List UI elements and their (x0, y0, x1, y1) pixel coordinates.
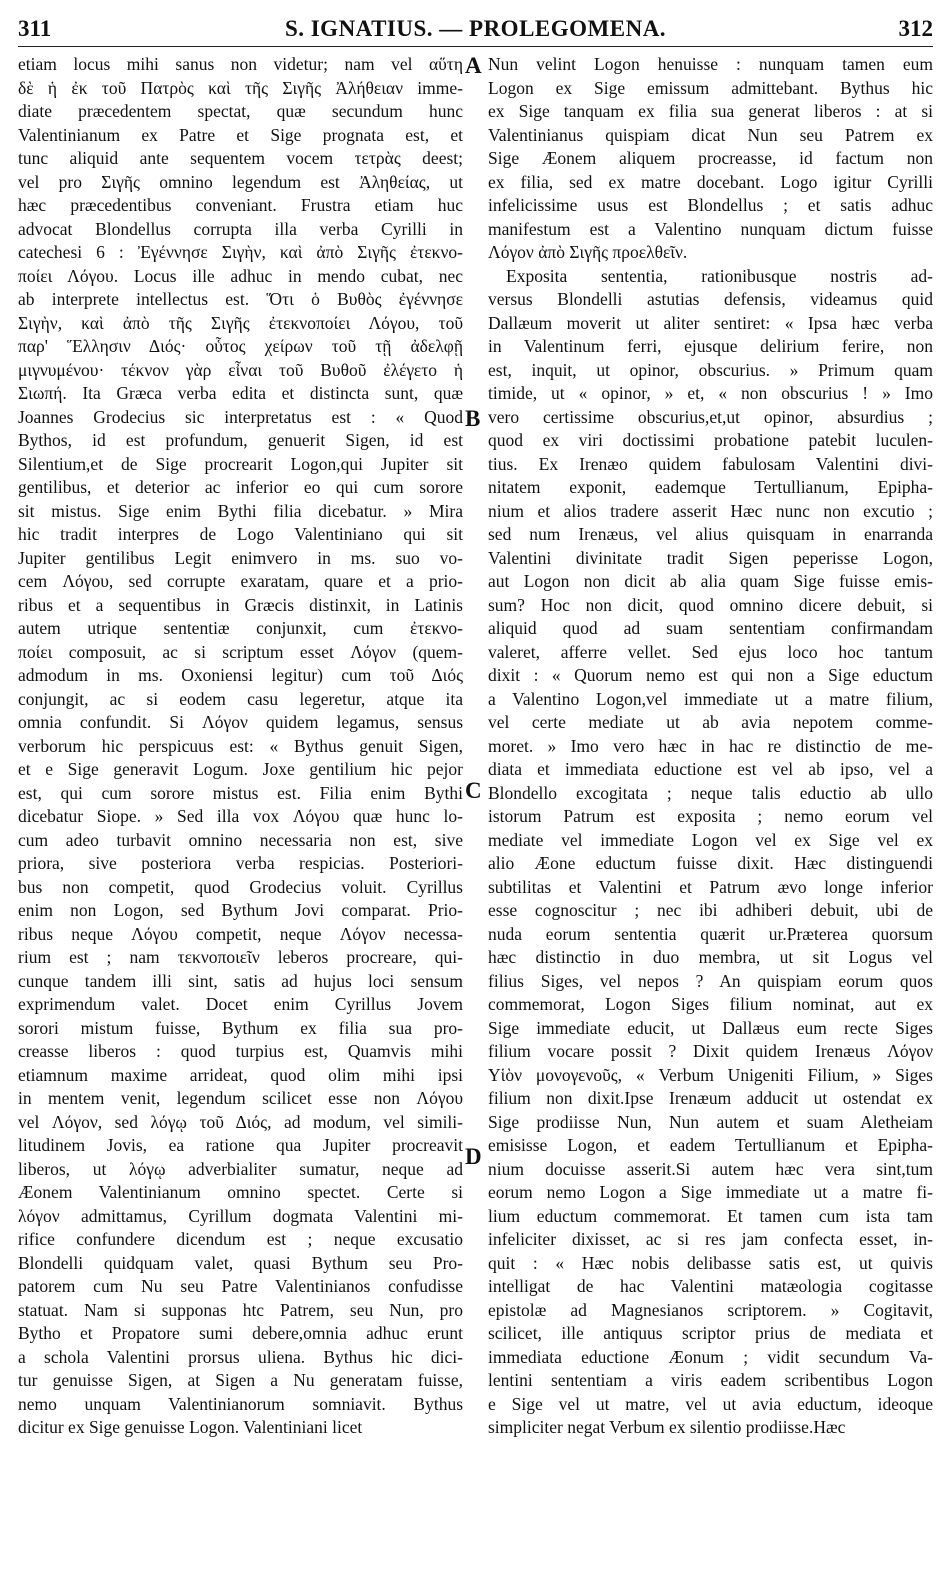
text-line: Dallæum moverit ut aliter sentiret: « Ipsa hæc verba (488, 312, 933, 333)
text-line: est, qui cum sorore mistus est. Filia enim Bythi (18, 782, 463, 803)
text-line: δὲ ἡ ἐκ τοῦ Πατρὸς καὶ τῆς Σιγῆς Ἀλήθειαν imme- (18, 77, 463, 98)
text-line: aut Logon non dicit ab alia quam Sige fuisse emis- (488, 571, 933, 591)
text-line: scilicet, ille antiquus scriptor prius de mediata et (488, 1323, 933, 1343)
text-line: Æonem Valentinianum omnino spectet. Certe si (18, 1182, 463, 1202)
text-line: advocat Blondellus corrupta illa verba Cyrilli in (18, 218, 463, 239)
text-line: a schola Valentini prorsus uliena. Bythus hic dici- (18, 1346, 463, 1367)
text-line: subtilitas et Valentini et Patrum ævo longe inferior (488, 876, 933, 897)
page-number-right: 312 (898, 16, 933, 41)
text-line: omnia confundit. Si Λόγον quidem legamus, sensus (18, 712, 463, 732)
text-line: catechesi 6 : Ἐγέννησε Σιγὴν, καὶ ἀπὸ Σιγῆς ἐτεκνο- (18, 242, 463, 262)
text-line: ribus et a sequentibus in Græcis distinxit, in Latinis (18, 594, 463, 615)
text-line: Σιωπή. Ita Græca verba edita et distincta sunt, quæ (18, 383, 463, 403)
running-title: S. IGNATIUS. — PROLEGOMENA. (284, 16, 667, 41)
text-line: creasse liberos : quod turpius est, Quamvis mihi (18, 1041, 463, 1061)
text-line: ποίει Λόγου. Locus ille adhuc in mendo cubat, nec (18, 265, 463, 286)
text-line: intelligat de hac Valentini matæologia cogitasse (488, 1276, 933, 1296)
text-line: aliquid quod ad suam sententiam confirmandam (488, 618, 933, 638)
text-line: sed num Irenæus, vel alius quisquam in enarranda (488, 524, 933, 544)
text-line: priora, sive posteriora verba respicias. Posteriori- (18, 853, 463, 873)
text-line: Blondelli quidquam valet, quasi Bythum seu Pro- (18, 1252, 463, 1273)
text-line: emisisse Logon, et eadem Tertullianum et Epipha- (488, 1135, 933, 1155)
text-line: exprimendum valet. Docet enim Cyrillus Jovem (18, 994, 463, 1014)
text-line: ab interprete intellectus est. Ὅτι ὁ Βυθὸς ἐγέννησε (18, 289, 463, 309)
text-line: infeliciter dixisset, ac si res jam confecta esset, in- (488, 1229, 933, 1249)
text-line: mediate vel immediate Logon vel ex Sige vel ex (488, 829, 933, 850)
text-line: nium et alios tradere asserit Hæc nunc non excutio ; (488, 500, 933, 521)
section-marker-b: B (465, 406, 481, 431)
text-line: lentini sententiam a viris eadem scribentibus Logon (488, 1370, 933, 1390)
text-line: Valentinianum ex Patre et Sige prognata est, et (18, 124, 463, 145)
text-line: gentilibus, et deterior ac inferior eo qui cum sorore (18, 477, 463, 497)
text-line: dicebatur Siope. » Sed illa vox Λόγου quæ hunc lo- (18, 806, 463, 826)
text-line: a Valentino Logon,vel immediate ut a matre filium, (488, 688, 933, 709)
text-line: cem Λόγου, sed corrupte exaratam, quare et a prio- (18, 571, 463, 591)
text-line: dixit : « Quorum nemo est qui non a Sige eductum (488, 665, 933, 685)
text-line: rifice confundere dicendum est ; neque excusatio (18, 1229, 463, 1249)
text-line: hæc distinctio in duo membra, ut sit Logus vel (488, 947, 933, 967)
text-line: tunc aliquid ante sequentem vocem τετρὰς deest; (18, 148, 463, 168)
text-line: filius Siges, vel nepos ? An quispiam eorum quos (488, 970, 933, 991)
text-line: Sige immediate educit, ut Dallæus eum recte Siges (488, 1017, 933, 1038)
text-line: diata et immediata eductione est vel ab ipso, vel a (488, 759, 933, 779)
running-header (18, 14, 933, 47)
text-line: diate præcedentem spectat, quæ secundum hunc (18, 101, 463, 121)
text-line: tur genuisse Sigen, at Sigen a Nu generatam fuisse, (18, 1370, 463, 1390)
text-line: hæc præcedentibus conveniant. Frustra etiam huc (18, 195, 463, 215)
text-line: in mentem venit, legendum scilicet esse non Λόγου (18, 1088, 463, 1108)
text-line: nemo unquam Valentinianorum somniavit. Bythus (18, 1393, 463, 1414)
text-line: manifestum est a Valentino nunquam dictum fuisse (488, 218, 933, 239)
text-line: quod ex viri doctissimi probatione patebit luculen- (488, 430, 933, 450)
text-line: sum? Hoc non dicit, quod omnino dicere debuit, si (488, 594, 933, 615)
text-line: filium vocare possit ? Dixit quidem Irenæus Λόγον (488, 1041, 933, 1061)
text-line: Joannes Grodecius sic interpretatus est : « Quod (18, 406, 463, 427)
text-line: immediata eductione Æonum ; vidit secundum Va- (488, 1346, 933, 1367)
text-line: esse cognoscitur ; nec ibi adhiberi debuit, ubi de (488, 900, 933, 920)
right-column (488, 53, 933, 1440)
text-line: tius. Ex Irenæo quidem fabulosam Valentini divi- (488, 453, 933, 474)
text-line: commemorat, Logon Siges filium nominat, aut ex (488, 994, 933, 1014)
text-line: eorum nemo Logon a Sige immediate ut a matre fi- (488, 1182, 933, 1202)
left-column (18, 53, 463, 1440)
text-line: vel Λόγον, sed λόγῳ τοῦ Διός, ad modum, vel simili- (18, 1111, 463, 1132)
text-line: litudinem Jovis, ea ratione qua Jupiter procreavit (18, 1135, 463, 1155)
text-line: et e Sige generavit Logum. Joxe gentilium hic pejor (18, 759, 463, 779)
section-marker-a: A (465, 53, 482, 78)
text-line: Υἱὸν μονογενοῦς, « Verbum Unigeniti Filium, » Siges (488, 1064, 933, 1085)
text-line: enim non Logon, sed Bythum Jovi comparat. Prio- (18, 900, 463, 920)
text-line: ribus neque Λόγου competit, neque Λόγον necessa- (18, 923, 463, 944)
text-line: est, inquit, ut opinor, obscurius. » Primum quam (488, 359, 933, 380)
text-line: rium est ; nam τεκνοποιεῖν leberos procreare, qui- (18, 947, 463, 967)
text-line: versus Blondelli astutias defensis, videamus quid (488, 289, 933, 309)
text-line: bus non competit, quod Grodecius voluit. Cyrillus (18, 876, 463, 897)
text-line: simpliciter negat Verbum ex silentio prodiisse.Hæc (488, 1417, 846, 1437)
text-line: etiamnum maxime arrideat, quod olim mihi ipsi (18, 1064, 463, 1085)
text-line: ex Sige tanquam ex filia sua generat liberos : at si (488, 101, 933, 121)
section-marker-c: C (465, 778, 482, 803)
text-line: autem utrique sententiæ conjunxit, cum ἐτεκνο- (18, 618, 463, 638)
text-line: Sige prodiisse Nun, Nun autem et suam Aletheiam (488, 1111, 933, 1132)
text-line: conjungit, ac si eodem casu legeretur, atque ita (18, 688, 463, 709)
text-line: liberos, ut λόγῳ adverbialiter sumatur, neque ad (18, 1158, 463, 1179)
text-line: μιγνυμένου· τέκνον γὰρ εἶναι τοῦ Βυθοῦ ἐλέγετο ἡ (18, 359, 463, 380)
text-line: Σιγὴν, καὶ ἀπὸ τῆς Σιγῆς ἐτεκνοποίει Λόγου, τοῦ (18, 312, 463, 333)
text-line: Bytho et Propatore sumi debere,omnia adhuc erunt (18, 1323, 463, 1343)
text-line: Jupiter gentilibus Legit enimvero in ms. suo vo- (18, 547, 463, 568)
text-line: timide, ut « opinor, » et, « non obscurius ! » Imo (488, 383, 933, 403)
text-line: sorori mistum fuisse, Bythum ex filia sua pro- (18, 1017, 463, 1038)
text-line: patorem cum Nu seu Patre Valentinianos confudisse (18, 1276, 463, 1296)
text-line: ποίει composuit, ac si scriptum esset Λόγον (quem- (18, 641, 463, 662)
text-line: statuat. Nam si supponas htc Patrem, seu Nun, pro (18, 1299, 463, 1320)
text-line: nitatem exponit, eademque Tertullianum, Epipha- (488, 477, 933, 497)
text-line: Silentium,et de Sige procrearit Logon,qui Jupiter sit (18, 453, 463, 474)
text-line: ex filia, sed ex matre docebant. Logo igitur Cyrilli (488, 171, 933, 192)
text-line: Exposita sententia, rationibusque nostris ad- (506, 265, 933, 286)
text-line: vel certe mediate ut ab avia nepotem comme- (488, 712, 933, 732)
text-line: epistolæ ad Magnesianos scriptorem. » Cogitavit, (488, 1299, 933, 1320)
text-line: παρ' Ἕλλησιν Διός· οὗτος χείρων τοῦ τῇ ἀδελφῇ (18, 336, 463, 356)
text-line: nuda eorum sententia quærit ur.Præterea quorsum (488, 923, 933, 944)
text-line: Sige Æonem aliquem procreasse, id factum non (488, 148, 933, 168)
text-line: filium non dixit.Ipse Irenæum adducit ut ostendat ex (488, 1088, 933, 1108)
text-line: admodum in ms. Oxoniensi legitur) cum τοῦ Διός (18, 665, 463, 685)
text-line: valeret, afferre vellet. Sed ejus loco hoc tantum (488, 641, 933, 662)
text-line: Logon ex Sige emissum admittebant. Bythus hic (488, 77, 933, 98)
text-line: infelicissime usus est Blondellus ; et satis adhuc (488, 195, 933, 215)
text-line: e Sige vel ut matre, vel ut avia eductum, ideoque (488, 1393, 933, 1414)
text-line: verborum hic perspicuus est: « Bythus genuit Sigen, (18, 735, 463, 756)
text-line: etiam locus mihi sanus non videtur; nam vel αὕτη (18, 54, 463, 74)
text-line: dicitur ex Sige genuisse Logon. Valentiniani licet (18, 1417, 363, 1437)
text-line: Bythos, id est profundum, genuerit Sigen, id est (18, 430, 463, 450)
text-line: alio Æone eductum fuisse dixit. Hæc distinguendi (488, 853, 933, 873)
text-line: hic tradit interpres de Logo Valentiniano qui sit (18, 524, 463, 544)
text-line: vero certissime obscurius,et,ut opinor, absurdius ; (488, 406, 933, 427)
text-line: lium eductum commemorat. Et tamen cum ista tam (488, 1205, 933, 1226)
text-line: cunque tandem illi sint, satis ad hujus loci sensum (18, 970, 463, 991)
text-line: cum adeo turbavit omnino necessaria non est, sive (18, 829, 463, 850)
text-line: quit : « Hæc nobis delibasse satis est, ut quivis (488, 1252, 933, 1273)
text-line: Λόγον ἀπὸ Σιγῆς προελθεῖν. (488, 242, 688, 262)
text-line: in Valentinum ferri, ejusque delirium ferire, non (488, 336, 933, 356)
text-line: Valentinianus quispiam dicat Nun seu Patrem ex (488, 124, 933, 145)
text-line: vel pro Σιγῆς omnino legendum est Ἀληθείας, ut (18, 171, 463, 192)
text-line: sit mistus. Sige enim Bythi filia dicebatur. » Mira (18, 500, 463, 521)
page-number-left: 311 (18, 16, 52, 41)
text-line: Nun velint Logon henuisse : nunquam tamen eum (488, 54, 933, 74)
section-marker-d: D (465, 1144, 482, 1169)
text-line: nium docuisse asserit.Si autem hæc vera sint,tum (488, 1158, 933, 1179)
text-line: Blondello excogitata ; neque talis eductio ab ullo (488, 782, 933, 803)
text-line: moret. » Imo vero hæc in hac re distinctio de me- (488, 735, 933, 756)
text-line: λόγον admittamus, Cyrillum dogmata Valentini mi- (18, 1205, 463, 1226)
text-line: istorum Patrum est exposita ; nemo eorum vel (488, 806, 933, 826)
text-line: Valentini divinitate tradit Sigen peperisse Logon, (488, 547, 933, 568)
